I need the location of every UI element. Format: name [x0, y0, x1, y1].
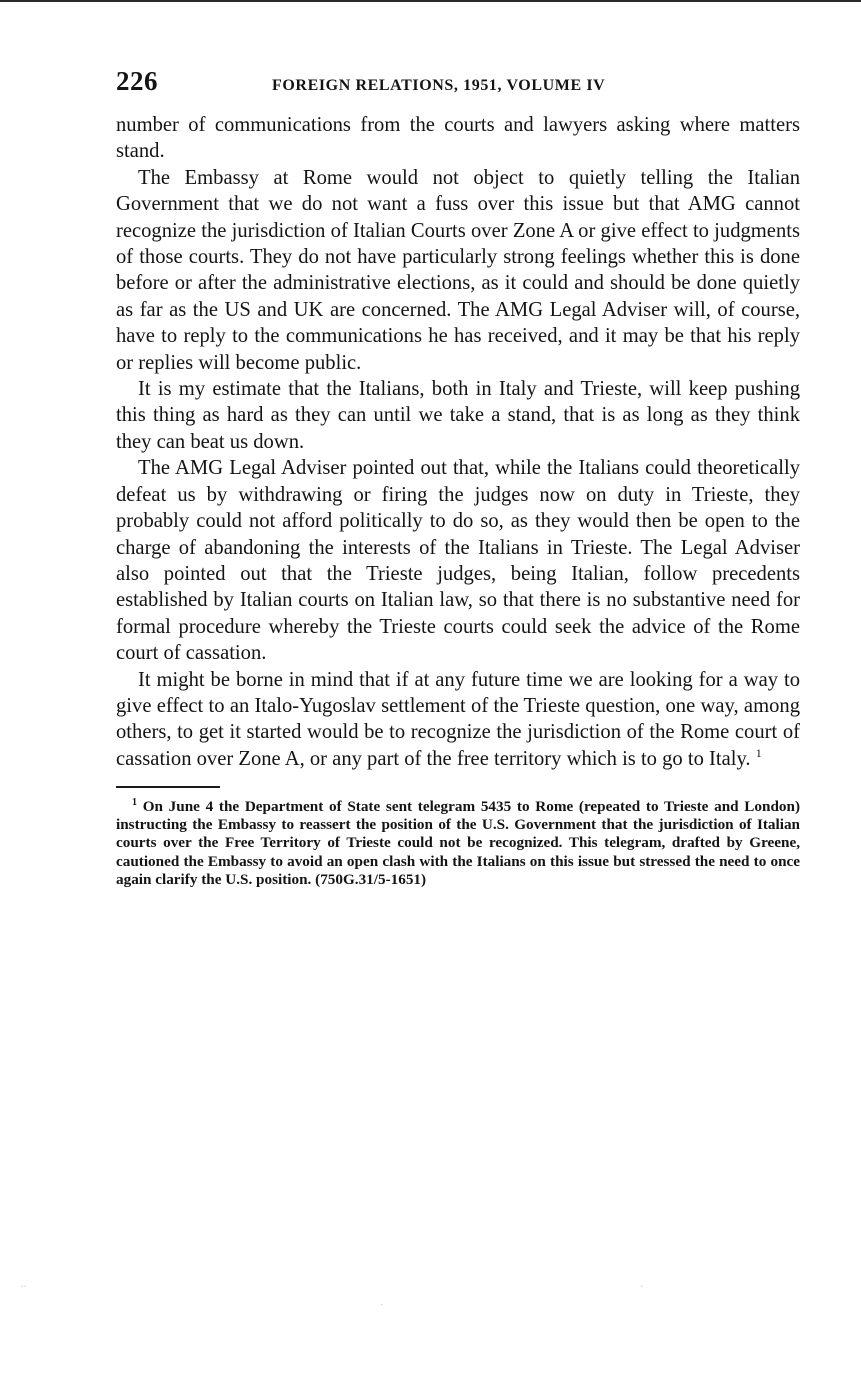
paragraph-continuation: number of communications from the courts and lawyers asking where matters stand.: [116, 114, 800, 163]
paragraph-embassy-rome: The Embassy at Rome would not object to quietly telling the Italian Government that we do not want a fuss over this issue but that AMG cannot recognize the jurisdiction of Italian Courts over Zone A or give effect to judgments of those courts. They do not have particularly strong feelings whether this is done before or after the administrative elections, as it could and should be done quietly as far as the US and UK are concerned. The AMG Legal Adviser will, of course, have to reply to the communications he has received, and it may be that his reply or replies will become public.: [116, 166, 800, 374]
footnote-text: On June 4 the Department of State sent telegram 5435 to Rome (repeated to Trieste and London) instructing the Embassy to reassert the position of the U.S. Government that the jurisdiction of Italian courts over the Free Territory of Trieste could not be recognized. This telegram, drafted by Greene, cautioned the Embassy to avoid an open clash with the Italians on this issue but stressed the need to once again clarify the U.S. position. (750G.31/5-1651): [116, 797, 800, 889]
footnote: [116, 798, 800, 890]
document-page: [116, 66, 800, 890]
footnote-divider: [116, 786, 220, 788]
footnote-reference[interactable]: 1: [755, 745, 762, 760]
scan-speck: ··: [20, 1282, 27, 1293]
paragraph-legal-adviser: The AMG Legal Adviser pointed out that, while the Italians could theoretically defeat us by withdrawing or firing the judges now on duty in Trieste, they probably could not afford politically to do so, as they would then be open to the charge of abandoning the interests of the Italians in Trieste. The Legal Adviser also pointed out that the Trieste judges, being Italian, follow precedents established by Italian courts on Italian law, so that there is no substantive need for formal procedure whereby the Trieste courts could seek the advice of the Rome court of cassation.: [116, 457, 800, 665]
page-number: 226: [116, 66, 158, 96]
running-header: [116, 66, 800, 106]
scan-speck: ·: [380, 1300, 384, 1311]
footnote-marker: 1: [132, 796, 137, 808]
scan-speck: ·: [640, 1282, 644, 1293]
body-text: [116, 112, 800, 772]
paragraph-estimate: It is my estimate that the Italians, both in Italy and Trieste, will keep pushing this thing as hard as they can until we take a stand, that is as long as they think they can beat us down.: [116, 378, 800, 453]
paragraph-future-settlement: [116, 667, 800, 773]
running-header-title: FOREIGN RELATIONS, 1951, VOLUME IV: [272, 77, 606, 94]
paragraph-future-settlement-text: It might be borne in mind that if at any future time we are looking for a way to give effect to an Italo-Yugoslav settlement of the Trieste question, one way, among others, to get it started would be to recognize the jurisdiction of the Rome court of cassation over Zone A, or any part of the free territory which is to go to Italy.: [116, 668, 800, 770]
top-edge-rule: [0, 0, 861, 2]
